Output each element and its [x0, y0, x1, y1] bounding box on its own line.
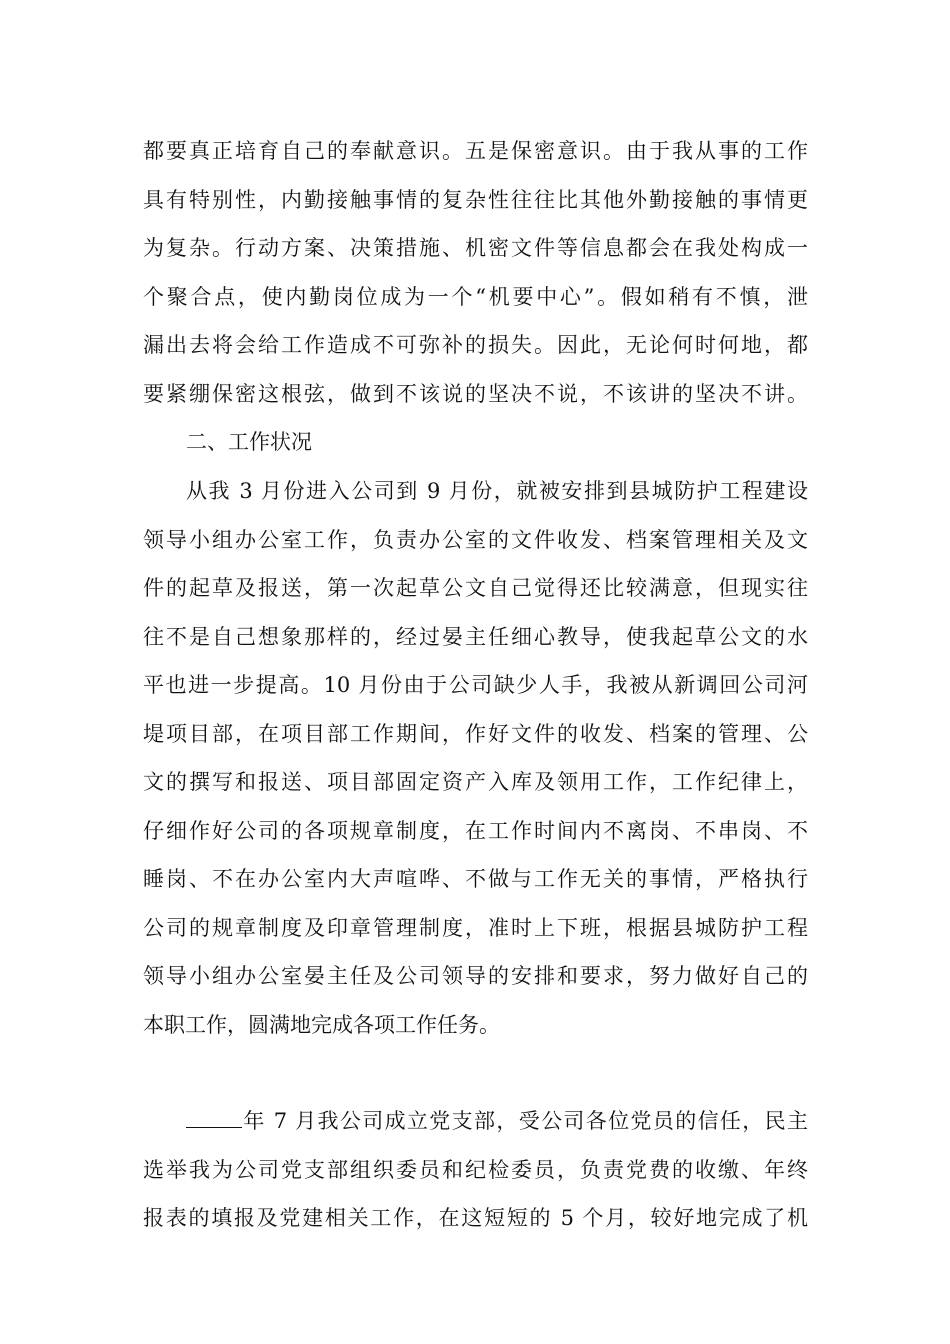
text-fragment: 年 7 月我公司成立党支部，受公司各位党员的信任，民主 [242, 1109, 808, 1133]
text-line: 漏出去将会给工作造成不可弥补的损失。因此，无论何时何地，都 [143, 333, 808, 357]
paragraph-work-status [143, 467, 808, 1049]
text-line: 都要真正培育自己的奉献意识。五是保密意识。由于我从事的工作 [143, 139, 808, 163]
section-heading-block [143, 418, 808, 467]
text-line: 件的起草及报送，第一次起草公文自己觉得还比较满意，但现实往 [143, 576, 808, 600]
text-line: 文的撰写和报送、项目部固定资产入库及领用工作，工作纪律上， [143, 770, 808, 794]
text-line: 堤项目部，在项目部工作期间，作好文件的收发、档案的管理、公 [143, 721, 808, 746]
text-line: 往不是自己想象那样的，经过晏主任细心教导，使我起草公文的水 [143, 624, 808, 649]
text-line: 本职工作，圆满地完成各项工作任务。 [143, 1012, 500, 1037]
paragraph-party-branch [143, 1097, 808, 1243]
text-line: 从我 3 月份进入公司到 9 月份，就被安排到县城防护工程建设 [186, 479, 808, 503]
text-line: 要紧绷保密这根弦，做到不该说的坚决不说，不该讲的坚决不讲。 [143, 381, 808, 406]
text-line: 领导小组办公室晏主任及公司领导的安排和要求，努力做好自己的 [143, 964, 808, 988]
section-heading: 二、工作状况 [186, 430, 312, 454]
paragraph-confidentiality [143, 127, 808, 418]
text-line: 报表的填报及党建相关工作，在这短短的 5 个月，较好地完成了机 [143, 1206, 808, 1230]
fill-in-blank [186, 1107, 242, 1128]
text-line: 领导小组办公室工作，负责办公室的文件收发、档案管理相关及文 [143, 527, 808, 552]
text-line: 个聚合点，使内勤岗位成为一个“机要中心”。假如稍有不慎，泄 [143, 284, 808, 309]
text-line: 公司的规章制度及印章管理制度，准时上下班，根据县城防护工程 [143, 915, 808, 940]
text-line: 平也进一步提高。10 月份由于公司缺少人手，我被从新调回公司河 [143, 673, 808, 697]
text-line: 睡岗、不在办公室内大声喧哗、不做与工作无关的事情，严格执行 [143, 867, 808, 891]
text-line: 为复杂。行动方案、决策措施、机密文件等信息都会在我处构成一 [143, 236, 808, 260]
text-line-with-blank [143, 1097, 808, 1146]
text-line: 选举我为公司党支部组织委员和纪检委员，负责党费的收缴、年终 [143, 1157, 808, 1182]
text-line: 具有特别性，内勤接触事情的复杂性往往比其他外勤接触的事情更 [143, 187, 808, 212]
text-line: 仔细作好公司的各项规章制度，在工作时间内不离岗、不串岗、不 [143, 818, 808, 843]
